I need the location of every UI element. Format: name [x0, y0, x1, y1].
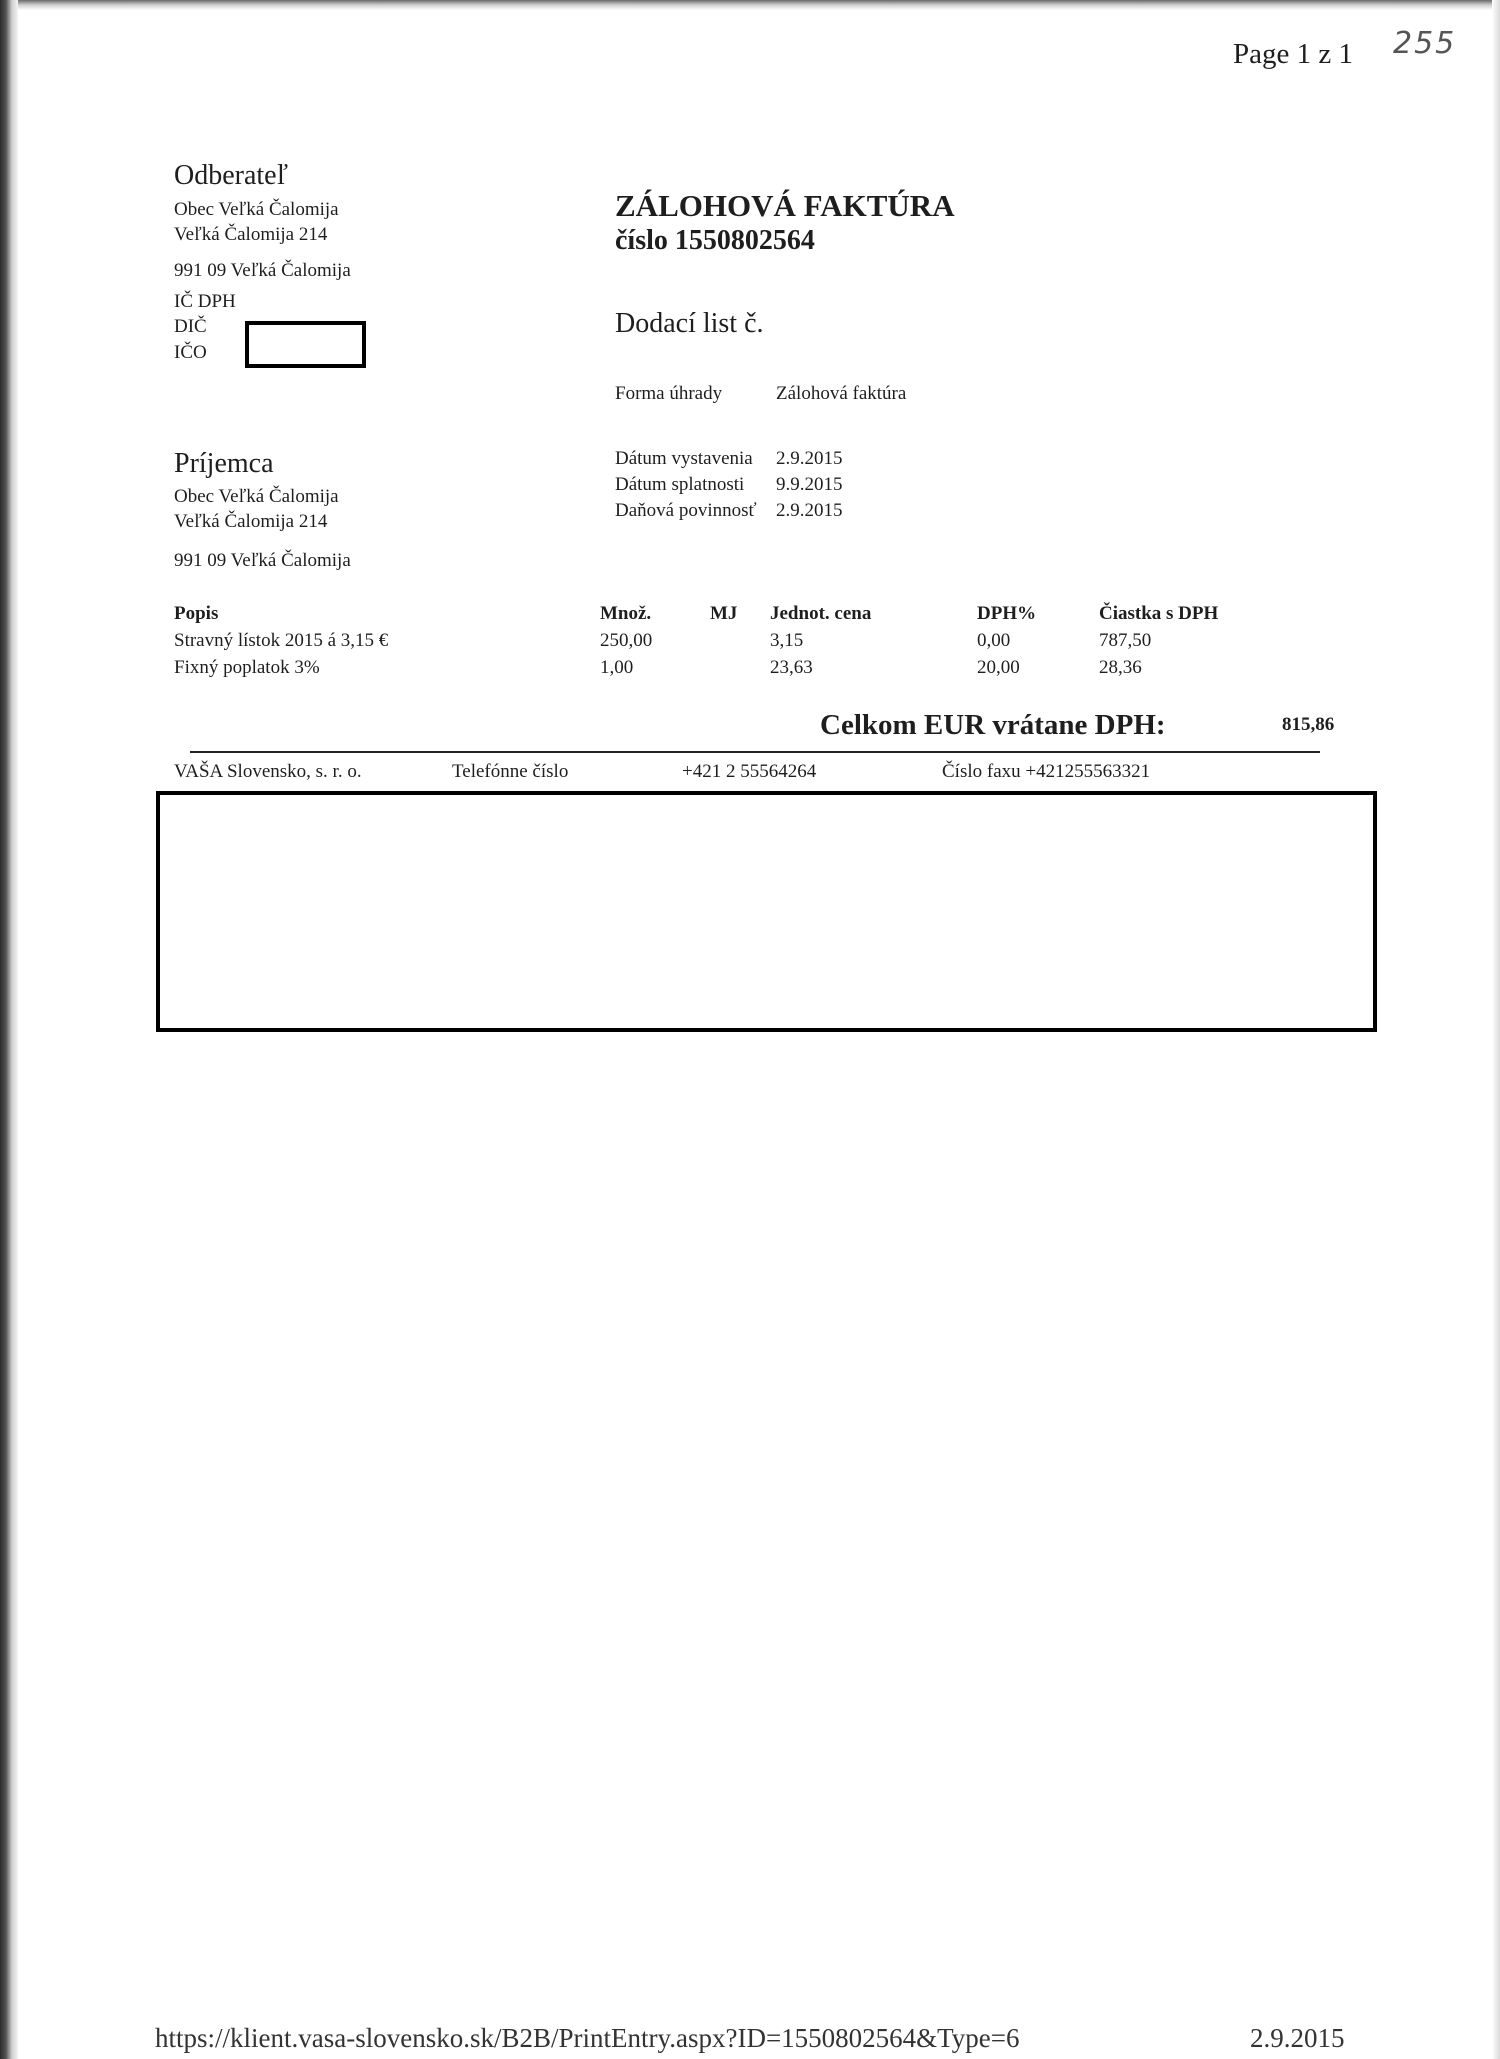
supplier-company: VAŠA Slovensko, s. r. o. [174, 761, 362, 782]
dodaci-list: Dodací list č. [615, 308, 764, 339]
supplier-tel-label: Telefónne číslo [452, 761, 569, 782]
row-cena: 3,15 [770, 630, 804, 651]
scan-edge-top [0, 0, 1500, 10]
scan-edge-left [0, 0, 18, 2059]
header-cena: Jednot. cena [770, 603, 872, 624]
odberatel-line3: 991 09 Veľká Čalomija [174, 260, 351, 281]
prijemca-line2: Veľká Čalomija 214 [174, 511, 328, 532]
invoice-title: ZÁLOHOVÁ FAKTÚRA [615, 188, 955, 223]
odberatel-ico: IČO [174, 342, 207, 363]
row-ciastka: 28,36 [1099, 657, 1142, 678]
forma-uhrady-label: Forma úhrady [615, 383, 723, 404]
header-ciastka: Čiastka s DPH [1099, 603, 1219, 624]
row-cena: 23,63 [770, 657, 813, 678]
row-popis: Stravný lístok 2015 á 3,15 € [174, 630, 389, 651]
header-mj: MJ [710, 603, 738, 624]
danova-povinnost-label: Daňová povinnosť [615, 500, 757, 521]
datum-splatnosti-value: 9.9.2015 [776, 474, 843, 495]
danova-povinnost-value: 2.9.2015 [776, 500, 843, 521]
invoice-number: číslo 1550802564 [615, 225, 815, 256]
row-dph: 20,00 [977, 657, 1020, 678]
row-popis: Fixný poplatok 3% [174, 657, 320, 678]
header-dph: DPH% [977, 603, 1037, 624]
prijemca-heading: Príjemca [174, 448, 274, 479]
odberatel-line2: Veľká Čalomija 214 [174, 224, 328, 245]
odberatel-dic: DIČ [174, 316, 207, 337]
supplier-tel-value: +421 2 55564264 [682, 761, 817, 782]
datum-splatnosti-label: Dátum splatnosti [615, 474, 745, 495]
row-mnoz: 1,00 [600, 657, 634, 678]
print-date: 2.9.2015 [1250, 2023, 1345, 2053]
forma-uhrady-value: Zálohová faktúra [776, 383, 907, 404]
prijemca-line3: 991 09 Veľká Čalomija [174, 550, 351, 571]
scan-edge-right [1492, 0, 1500, 2059]
row-mnoz: 250,00 [600, 630, 653, 651]
row-dph: 0,00 [977, 630, 1011, 651]
print-url: https://klient.vasa-slovensko.sk/B2B/PrintEntry.aspx?ID=1550802564&Type=6 [155, 2023, 1020, 2053]
odberatel-heading: Odberateľ [174, 160, 288, 191]
odberatel-line1: Obec Veľká Čalomija [174, 199, 339, 220]
redaction-box-ids [245, 321, 366, 368]
row-ciastka: 787,50 [1099, 630, 1152, 651]
page-label: Page 1 z 1 [1233, 38, 1353, 70]
odberatel-ic-dph: IČ DPH [174, 291, 236, 312]
handwritten-note: 255 [1393, 26, 1457, 61]
total-value: 815,86 [1282, 714, 1335, 735]
supplier-fax: Číslo faxu +421255563321 [942, 761, 1151, 782]
redaction-box-supplier [156, 791, 1377, 1032]
prijemca-line1: Obec Veľká Čalomija [174, 486, 339, 507]
total-rule [190, 751, 1320, 753]
datum-vystavenia-label: Dátum vystavenia [615, 448, 753, 469]
datum-vystavenia-value: 2.9.2015 [776, 448, 843, 469]
total-label: Celkom EUR vrátane DPH: [820, 709, 1166, 741]
header-mnoz: Množ. [600, 603, 652, 624]
header-popis: Popis [174, 603, 219, 624]
